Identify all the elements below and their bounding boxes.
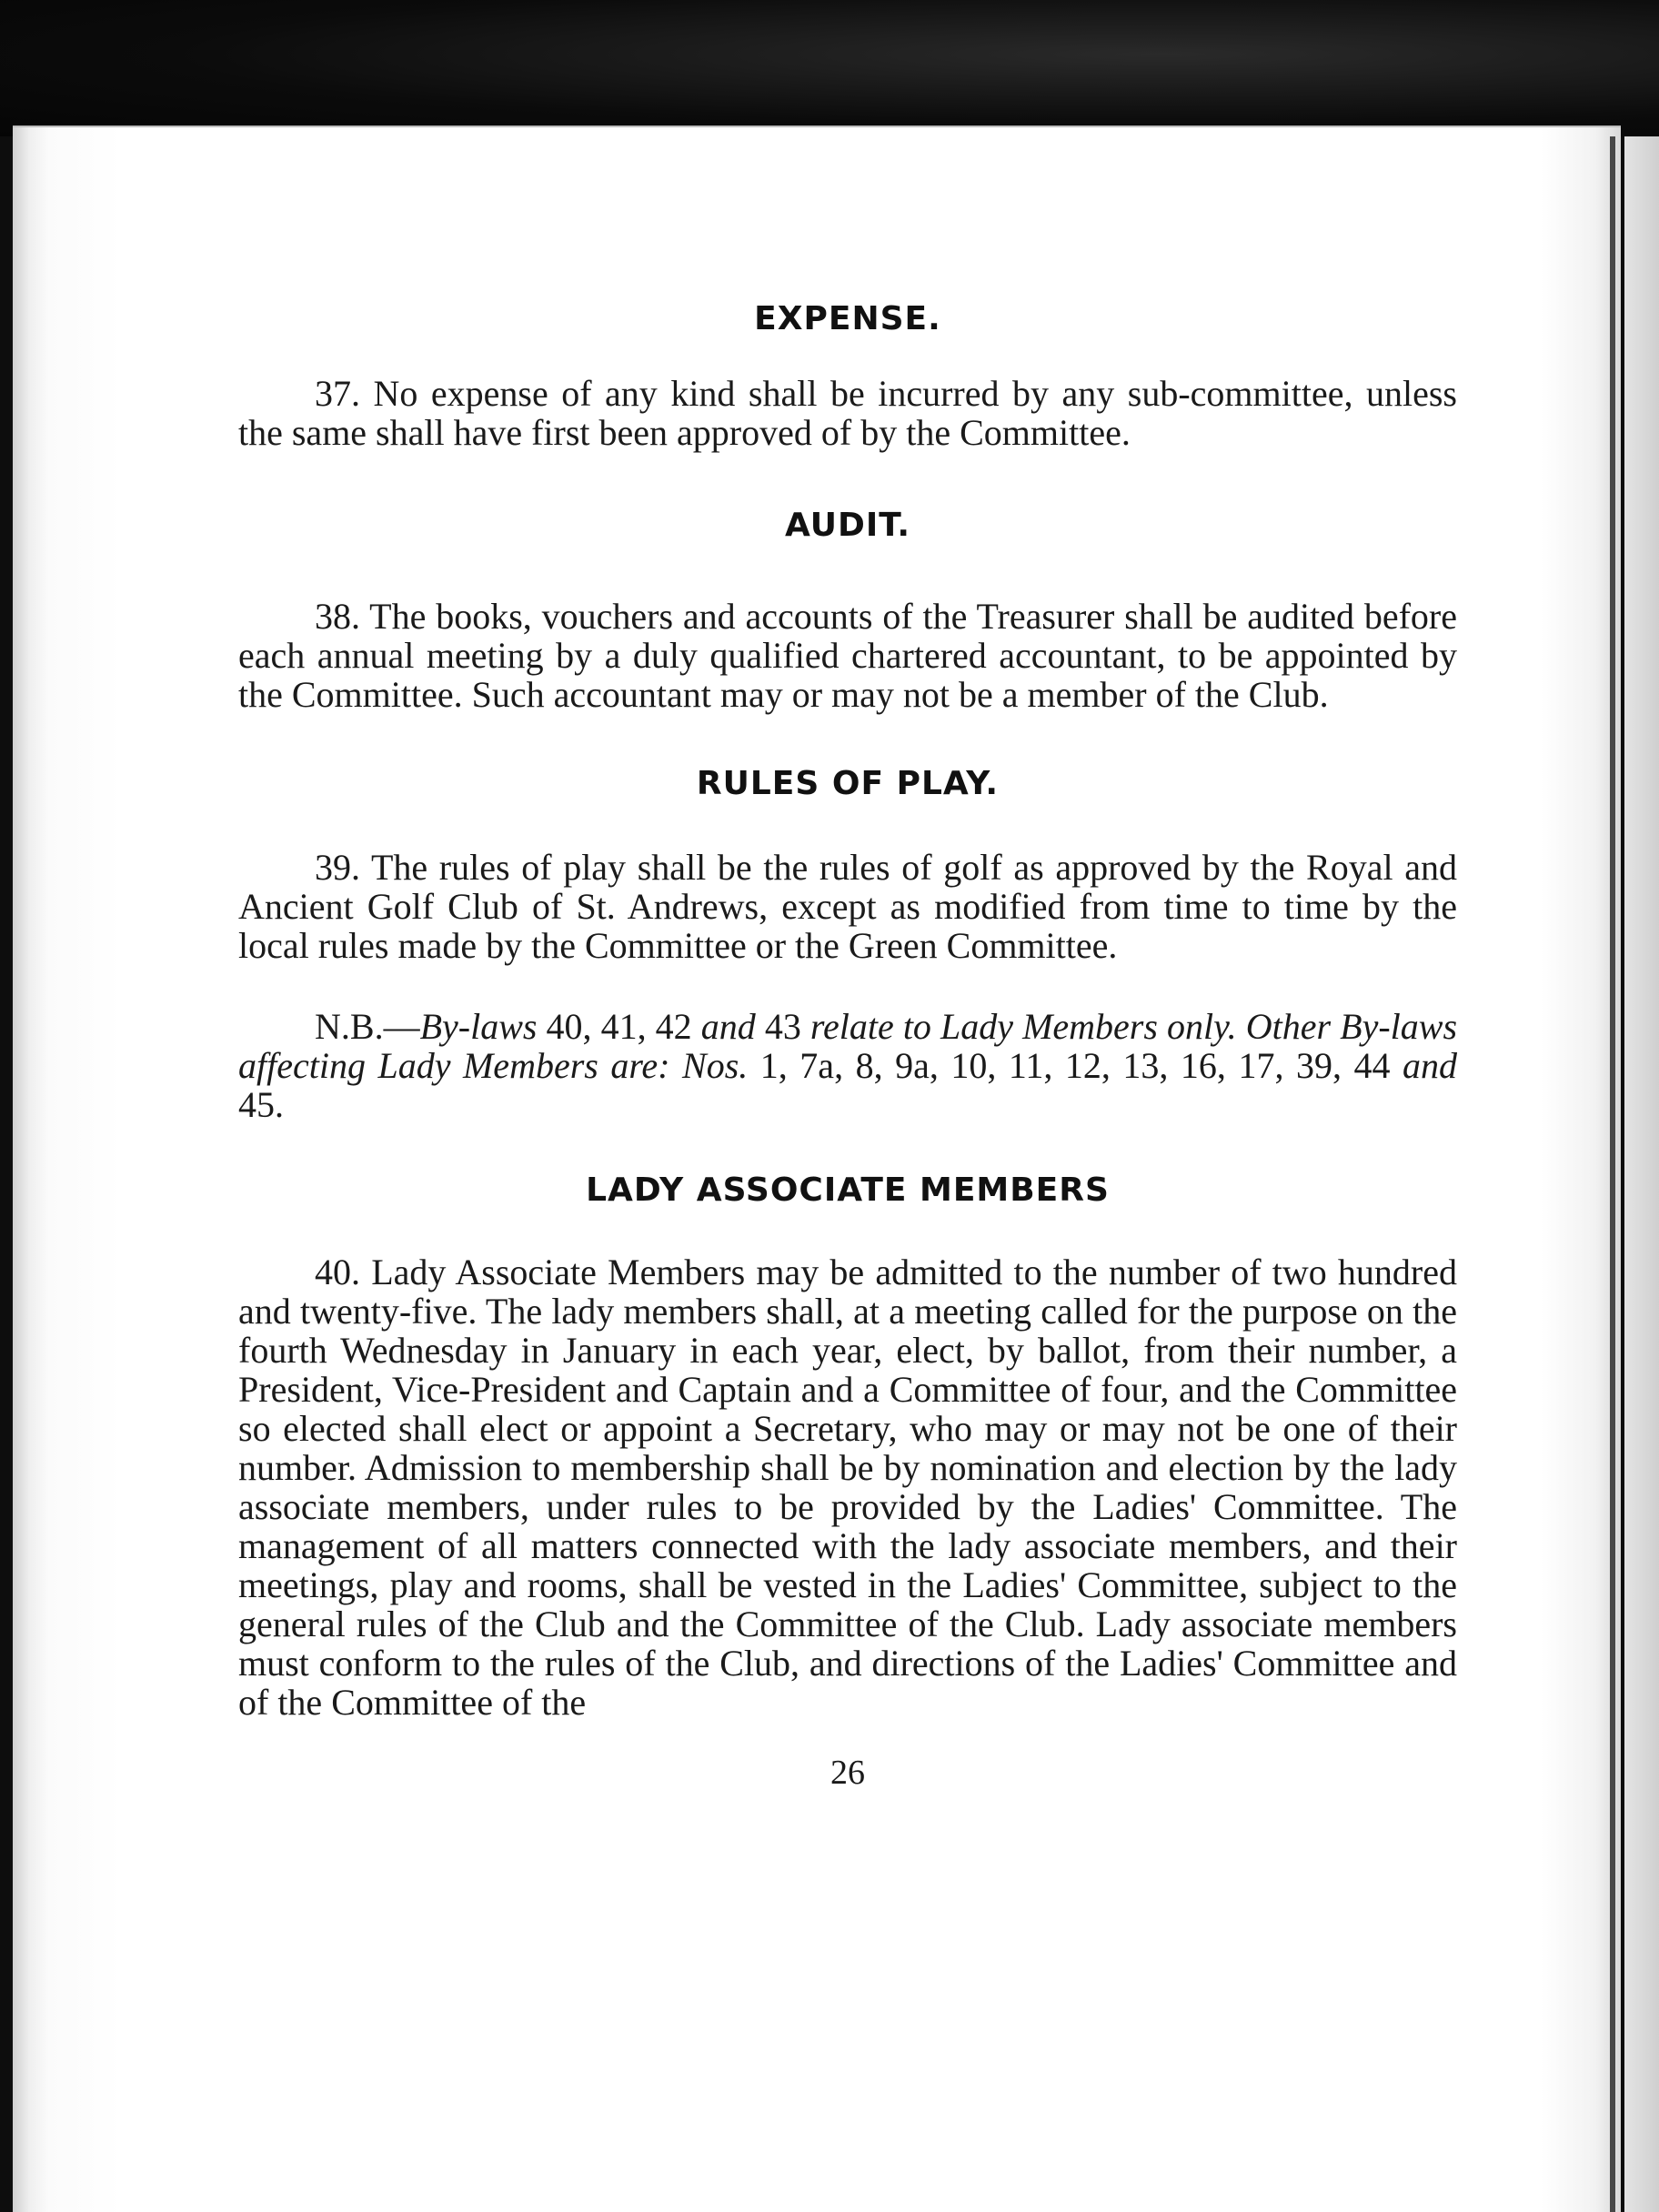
page-body xyxy=(238,300,1457,1793)
nb-text-1: By-laws xyxy=(419,1006,538,1047)
nb-text-8: 45. xyxy=(238,1084,284,1125)
page-gutter-line xyxy=(1610,136,1615,2212)
nb-text-5: relate to Lady Members only. Other By-laws affecting Lady Members are: Nos. xyxy=(238,1006,1458,1086)
rule-40: 40. Lady Associate Members may be admitted to the number of two hundred and twenty-five. The lady members shall, at a meeting called for the purpose on the fourth Wednesday in January in each year, elect, by ballot, from their number, a President, Vice-President and Captain and a Committee of four, and the Committee so elected shall elect or appoint a Secretary, who may or may not be one of their number. Admission to membership shall be by nomination and election by the lady associate members, under rules to be provided by the Ladies' Committee. The management of all matters connected with the lady associate members, and their meetings, play and rooms, shall be vested in the Ladies' Committee, subject to the general rules of the Club and the Committee of the Club. Lady associate members must conform to the rules of the Club, and directions of the Ladies' Committee and of the Committee of the xyxy=(238,1252,1457,1723)
heading-lady-associate-members: LADY ASSOCIATE MEMBERS xyxy=(586,1171,1110,1209)
heading-audit: AUDIT. xyxy=(784,507,911,544)
nb-text-3: and xyxy=(700,1006,756,1047)
nb-prefix: N.B.— xyxy=(315,1006,420,1047)
heading-expense: EXPENSE. xyxy=(754,300,941,337)
page-edge xyxy=(1624,136,1659,2212)
nb-text-4: 43 xyxy=(755,1006,810,1047)
scan-background xyxy=(0,0,1659,136)
nb-text-7: and xyxy=(1403,1045,1457,1086)
rule-37: 37. No expense of any kind shall be incurred by any sub-committee, unless the same shall have first been approved of by the Committee. xyxy=(238,373,1457,453)
page-number: 26 xyxy=(830,1754,865,1792)
nb-note xyxy=(238,1007,1457,1124)
rule-38: 38. The books, vouchers and accounts of the Treasurer shall be audited before each annual meeting by a duly qualified chartered accountant, to be appointed by the Committee. Such accountant may or may not be a member of the Club. xyxy=(238,596,1457,715)
nb-text-6: 1, 7a, 8, 9a, 10, 11, 12, 13, 16, 17, 39, 44 xyxy=(748,1045,1403,1086)
nb-text-2: 40, 41, 42 xyxy=(537,1006,701,1047)
rule-39: 39. The rules of play shall be the rules of golf as approved by the Royal and Ancient Golf Club of St. Andrews, except as modified from time to time by the local rules made by the Committee or the Green Committee. xyxy=(238,847,1457,966)
heading-rules-of-play: RULES OF PLAY. xyxy=(696,765,1000,802)
